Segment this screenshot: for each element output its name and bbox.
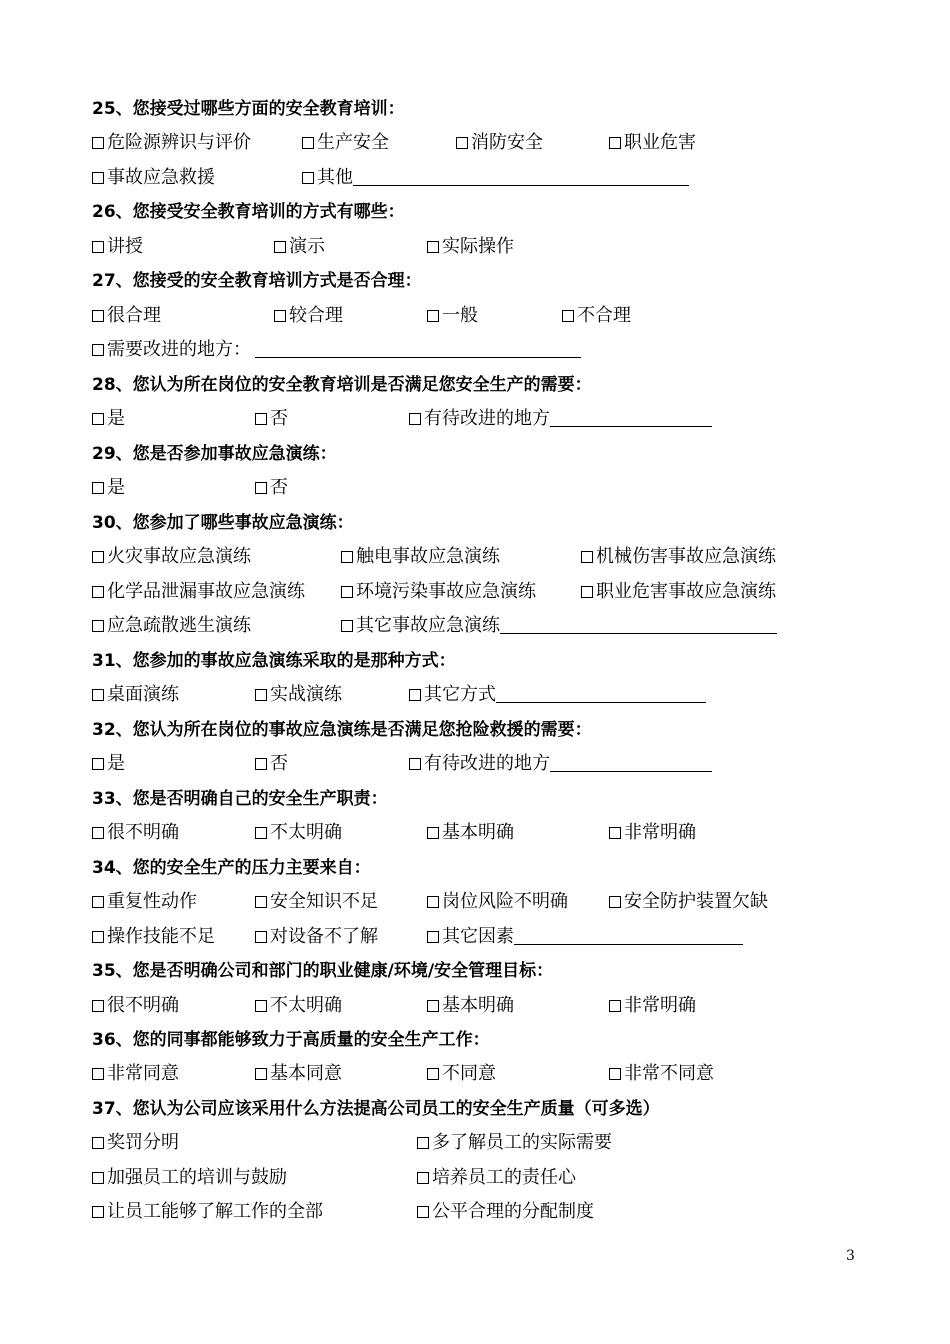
- option-checkbox-other[interactable]: 其它事故应急演练: [341, 609, 777, 643]
- option-checkbox[interactable]: 岗位风险不明确: [427, 885, 568, 919]
- option-checkbox[interactable]: 是: [92, 747, 125, 781]
- checkbox-icon[interactable]: [609, 827, 621, 839]
- checkbox-icon[interactable]: [92, 586, 104, 598]
- checkbox-icon[interactable]: [92, 896, 104, 908]
- option-checkbox[interactable]: 演示: [274, 230, 325, 264]
- checkbox-icon[interactable]: [92, 1068, 104, 1080]
- checkbox-icon[interactable]: [92, 551, 104, 563]
- option-checkbox[interactable]: 操作技能不足: [92, 920, 215, 954]
- option-checkbox[interactable]: 化学品泄漏事故应急演练: [92, 575, 305, 609]
- option-checkbox-improve[interactable]: 需要改进的地方：: [92, 333, 581, 367]
- option-checkbox[interactable]: 生产安全: [302, 126, 389, 160]
- option-checkbox[interactable]: 很不明确: [92, 989, 179, 1023]
- checkbox-icon[interactable]: [341, 620, 353, 632]
- option-checkbox[interactable]: 否: [255, 747, 288, 781]
- checkbox-icon[interactable]: [92, 620, 104, 632]
- checkbox-icon[interactable]: [581, 586, 593, 598]
- checkbox-icon[interactable]: [427, 310, 439, 322]
- checkbox-icon[interactable]: [427, 1068, 439, 1080]
- question-27: 27、您接受的安全教育培训方式是否合理：: [92, 271, 422, 291]
- checkbox-icon[interactable]: [92, 1137, 104, 1149]
- checkbox-icon[interactable]: [417, 1137, 429, 1149]
- option-checkbox[interactable]: 非常明确: [609, 989, 696, 1023]
- option-checkbox[interactable]: 一般: [427, 299, 478, 333]
- checkbox-icon[interactable]: [92, 827, 104, 839]
- option-checkbox[interactable]: 消防安全: [456, 126, 543, 160]
- option-checkbox[interactable]: 重复性动作: [92, 885, 197, 919]
- option-checkbox[interactable]: 培养员工的责任心: [417, 1161, 576, 1195]
- option-checkbox[interactable]: 基本明确: [427, 816, 514, 850]
- question-37: 37、您认为公司应该采用什么方法提高公司员工的安全生产质量（可多选）: [92, 1099, 660, 1119]
- checkbox-icon[interactable]: [609, 1068, 621, 1080]
- question-26: 26、您接受安全教育培训的方式有哪些：: [92, 202, 405, 222]
- checkbox-icon[interactable]: [427, 241, 439, 253]
- checkbox-icon[interactable]: [341, 551, 353, 563]
- checkbox-icon[interactable]: [427, 896, 439, 908]
- checkbox-icon[interactable]: [274, 241, 286, 253]
- checkbox-icon[interactable]: [427, 1000, 439, 1012]
- option-checkbox-other[interactable]: 其它方式: [409, 678, 706, 712]
- option-checkbox[interactable]: 机械伤害事故应急演练: [581, 540, 776, 574]
- option-checkbox[interactable]: 基本明确: [427, 989, 514, 1023]
- fill-in-blank[interactable]: [500, 613, 777, 634]
- question-36: 36、您的同事都能够致力于高质量的安全生产工作：: [92, 1030, 490, 1050]
- option-checkbox[interactable]: 很不明确: [92, 816, 179, 850]
- option-checkbox-other[interactable]: 其它因素: [427, 920, 743, 954]
- option-checkbox[interactable]: 很合理: [92, 299, 161, 333]
- checkbox-icon[interactable]: [417, 1172, 429, 1184]
- checkbox-icon[interactable]: [609, 137, 621, 149]
- option-checkbox[interactable]: 事故应急救援: [92, 161, 215, 195]
- option-checkbox[interactable]: 危险源辨识与评价: [92, 126, 251, 160]
- question-32: 32、您认为所在岗位的事故应急演练是否满足您抢险救援的需要：: [92, 720, 592, 740]
- question-30: 30、您参加了哪些事故应急演练：: [92, 513, 354, 533]
- option-checkbox[interactable]: 让员工能够了解工作的全部: [92, 1195, 323, 1229]
- option-checkbox[interactable]: 职业危害: [609, 126, 696, 160]
- checkbox-icon[interactable]: [456, 137, 468, 149]
- checkbox-icon[interactable]: [92, 344, 104, 356]
- checkbox-icon[interactable]: [92, 482, 104, 494]
- option-checkbox[interactable]: 公平合理的分配制度: [417, 1195, 594, 1229]
- checkbox-icon[interactable]: [302, 172, 314, 184]
- option-checkbox[interactable]: 否: [255, 471, 288, 505]
- option-checkbox[interactable]: 安全知识不足: [255, 885, 378, 919]
- fill-in-blank[interactable]: [496, 682, 706, 703]
- option-checkbox[interactable]: 不同意: [427, 1057, 496, 1091]
- checkbox-icon[interactable]: [417, 1206, 429, 1218]
- checkbox-icon[interactable]: [92, 1172, 104, 1184]
- option-checkbox[interactable]: 安全防护装置欠缺: [609, 885, 768, 919]
- checkbox-icon[interactable]: [255, 896, 267, 908]
- question-31: 31、您参加的事故应急演练采取的是那种方式：: [92, 651, 456, 671]
- option-checkbox[interactable]: 桌面演练: [92, 678, 179, 712]
- checkbox-icon[interactable]: [302, 137, 314, 149]
- question-25: 25、您接受过哪些方面的安全教育培训：: [92, 99, 405, 119]
- checkbox-icon[interactable]: [255, 1000, 267, 1012]
- checkbox-icon[interactable]: [92, 137, 104, 149]
- checkbox-icon[interactable]: [255, 689, 267, 701]
- option-checkbox[interactable]: 实际操作: [427, 230, 514, 264]
- checkbox-icon[interactable]: [427, 931, 439, 943]
- checkbox-icon[interactable]: [274, 310, 286, 322]
- option-checkbox[interactable]: 较合理: [274, 299, 343, 333]
- option-checkbox[interactable]: 非常不同意: [609, 1057, 714, 1091]
- checkbox-icon[interactable]: [92, 1206, 104, 1218]
- question-35: 35、您是否明确公司和部门的职业健康/环境/安全管理目标：: [92, 961, 554, 981]
- option-checkbox[interactable]: 多了解员工的实际需要: [417, 1126, 612, 1160]
- checkbox-icon[interactable]: [255, 1068, 267, 1080]
- option-checkbox[interactable]: 对设备不了解: [255, 920, 378, 954]
- checkbox-icon[interactable]: [92, 689, 104, 701]
- option-checkbox[interactable]: 不太明确: [255, 989, 342, 1023]
- checkbox-icon[interactable]: [92, 310, 104, 322]
- fill-in-blank[interactable]: [550, 406, 712, 427]
- option-checkbox[interactable]: 基本同意: [255, 1057, 342, 1091]
- option-checkbox[interactable]: 非常同意: [92, 1057, 179, 1091]
- option-checkbox-other[interactable]: 有待改进的地方: [409, 402, 712, 436]
- fill-in-blank[interactable]: [514, 924, 743, 945]
- option-checkbox[interactable]: 不合理: [562, 299, 631, 333]
- option-checkbox[interactable]: 否: [255, 402, 288, 436]
- fill-in-blank[interactable]: [550, 751, 712, 772]
- checkbox-icon[interactable]: [92, 241, 104, 253]
- option-checkbox[interactable]: 应急疏散逃生演练: [92, 609, 251, 643]
- checkbox-icon[interactable]: [92, 172, 104, 184]
- checkbox-icon[interactable]: [255, 758, 267, 770]
- option-checkbox-other[interactable]: 其他: [302, 161, 689, 195]
- checkbox-icon[interactable]: [409, 413, 421, 425]
- checkbox-icon[interactable]: [609, 896, 621, 908]
- question-33: 33、您是否明确自己的安全生产职责：: [92, 789, 388, 809]
- checkbox-icon[interactable]: [581, 551, 593, 563]
- checkbox-icon[interactable]: [609, 1000, 621, 1012]
- option-checkbox[interactable]: 是: [92, 402, 125, 436]
- question-28: 28、您认为所在岗位的安全教育培训是否满足您安全生产的需要：: [92, 375, 592, 395]
- checkbox-icon[interactable]: [255, 482, 267, 494]
- option-checkbox[interactable]: 非常明确: [609, 816, 696, 850]
- checkbox-icon[interactable]: [427, 827, 439, 839]
- option-checkbox[interactable]: 触电事故应急演练: [341, 540, 500, 574]
- checkbox-icon[interactable]: [92, 413, 104, 425]
- option-checkbox[interactable]: 实战演练: [255, 678, 342, 712]
- question-34: 34、您的安全生产的压力主要来自：: [92, 858, 371, 878]
- option-checkbox[interactable]: 火灾事故应急演练: [92, 540, 251, 574]
- checkbox-icon[interactable]: [409, 689, 421, 701]
- question-29: 29、您是否参加事故应急演练：: [92, 444, 337, 464]
- checkbox-icon[interactable]: [92, 758, 104, 770]
- checkbox-icon[interactable]: [255, 827, 267, 839]
- checkbox-icon[interactable]: [409, 758, 421, 770]
- page-number: 3: [846, 1248, 855, 1264]
- option-checkbox[interactable]: 是: [92, 471, 125, 505]
- option-checkbox[interactable]: 不太明确: [255, 816, 342, 850]
- checkbox-icon[interactable]: [92, 1000, 104, 1012]
- option-checkbox[interactable]: 讲授: [92, 230, 143, 264]
- checkbox-icon[interactable]: [255, 413, 267, 425]
- fill-in-blank[interactable]: [255, 337, 581, 358]
- option-checkbox-other[interactable]: 有待改进的地方: [409, 747, 712, 781]
- checkbox-icon[interactable]: [562, 310, 574, 322]
- option-checkbox[interactable]: 环境污染事故应急演练: [341, 575, 536, 609]
- checkbox-icon[interactable]: [341, 586, 353, 598]
- option-checkbox[interactable]: 奖罚分明: [92, 1126, 179, 1160]
- checkbox-icon[interactable]: [92, 931, 104, 943]
- option-checkbox[interactable]: 加强员工的培训与鼓励: [92, 1161, 287, 1195]
- fill-in-blank[interactable]: [353, 165, 689, 186]
- checkbox-icon[interactable]: [255, 931, 267, 943]
- option-checkbox[interactable]: 职业危害事故应急演练: [581, 575, 776, 609]
